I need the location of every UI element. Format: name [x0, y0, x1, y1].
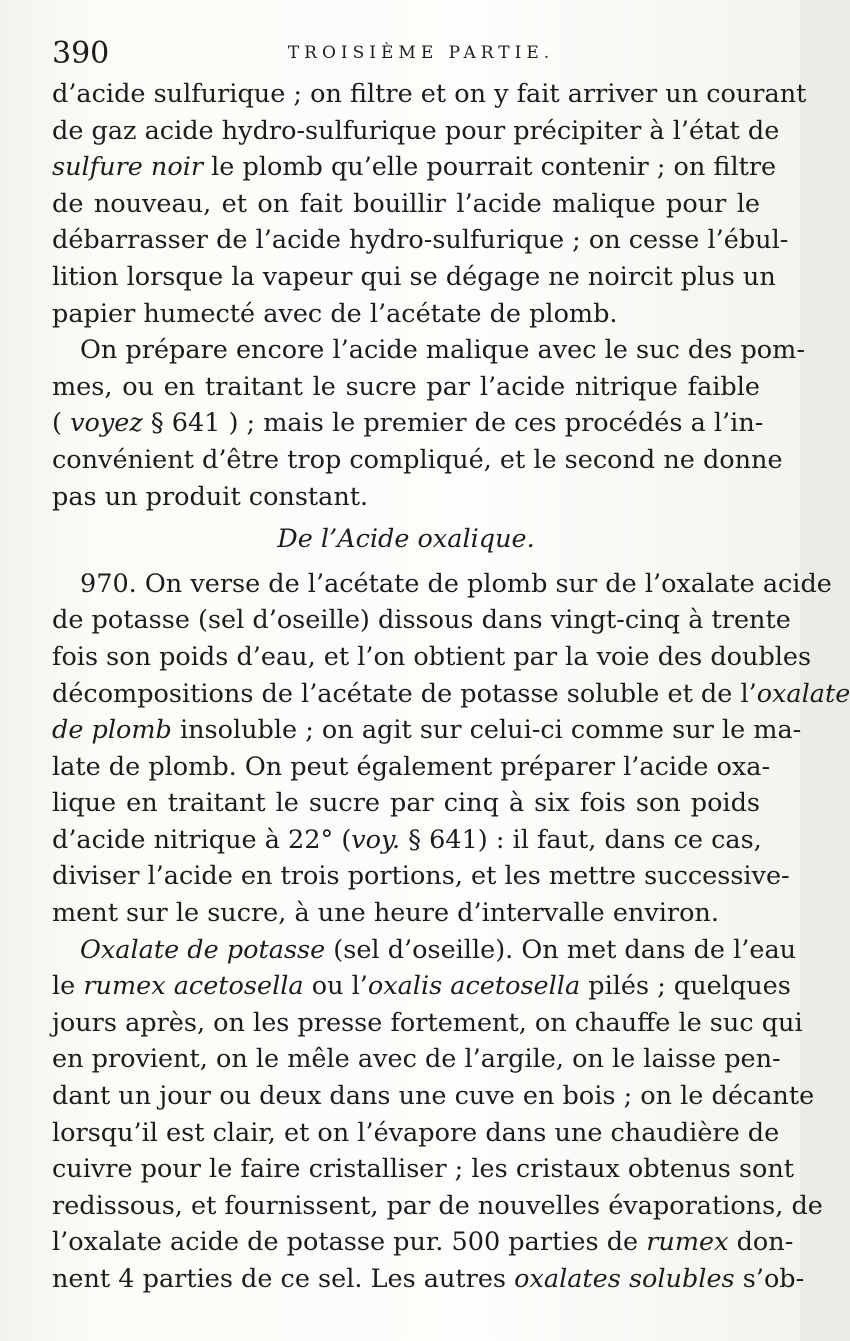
- text-run: 970. On verse de l’acétate de plomb sur de l’oxalate acide: [80, 568, 832, 599]
- text-run: décompositions de l’acétate de potasse soluble et de l’: [52, 678, 757, 709]
- text-line: [52, 1261, 805, 1298]
- text-run: papier humecté avec de l’acétate de plomb.: [52, 298, 618, 329]
- italic-run: oxalate: [756, 678, 850, 709]
- text-run: diviser l’acide en trois portions, et les mettre successive-: [52, 861, 790, 892]
- text-run: dant un jour ou deux dans une cuve en bois ; on le décante: [52, 1081, 815, 1112]
- text-line: [52, 602, 791, 639]
- text-run: de gaz acide hydro-sulfurique pour précipiter à l’état de: [52, 115, 780, 146]
- page-number: 390: [52, 36, 110, 71]
- text-run: redissous, et fournissent, par de nouvelles évaporations, de: [52, 1190, 823, 1221]
- italic-run: voy.: [351, 824, 401, 855]
- text-run: l’oxalate acide de potasse pur. 500 parties de: [52, 1227, 647, 1258]
- text-run: le plomb qu’elle pourrait contenir ; on filtre: [203, 152, 777, 183]
- italic-run: oxalis acetosella: [367, 971, 581, 1002]
- text-line: [52, 1041, 781, 1078]
- text-line: [52, 332, 805, 369]
- running-head: TROISIÈME PARTIE.: [287, 43, 555, 63]
- text-run: de potasse (sel d’oseille) dissous dans vingt-cinq à trente: [52, 605, 791, 636]
- text-run: lique en traitant le sucre par cinq à six fois son poids: [52, 788, 760, 819]
- italic-run: rumex acetosella: [83, 971, 304, 1002]
- text-run: cuivre pour le faire cristalliser ; les cristaux obtenus sont: [52, 1154, 795, 1185]
- text-line: [52, 822, 760, 859]
- text-run: d’acide sulfurique ; on filtre et on y fait arriver un courant: [52, 79, 807, 109]
- text-line: [52, 1151, 795, 1188]
- text-line: [52, 405, 764, 442]
- text-run: On prépare encore l’acide malique avec le suc des pom-: [80, 335, 805, 366]
- text-run: s’ob-: [734, 1264, 805, 1294]
- text-line: [52, 1078, 815, 1115]
- text-line: [52, 1115, 780, 1152]
- text-line: [52, 149, 777, 186]
- text-line: [52, 1188, 823, 1225]
- text-line: [52, 968, 791, 1005]
- text-line: [52, 566, 832, 603]
- italic-run: oxalates solubles: [514, 1264, 735, 1294]
- text-run: nent 4 parties de ce sel. Les autres: [52, 1264, 515, 1294]
- section-heading: [52, 521, 760, 558]
- text-line: [52, 1005, 803, 1042]
- text-run: débarrasser de l’acide hydro-sulfurique ; on cesse l’ébul-: [52, 225, 789, 256]
- text-run: late de plomb. On peut également préparer l’acide oxa-: [52, 751, 771, 782]
- italic-run: rumex: [646, 1227, 729, 1258]
- page-header: [52, 36, 760, 76]
- italic-run: sulfure noir: [52, 152, 204, 183]
- text-line: [52, 1224, 794, 1261]
- text-line: [52, 749, 771, 786]
- text-line: [52, 369, 760, 406]
- text-run: en provient, on le mêle avec de l’argile, on le laisse pen-: [52, 1044, 781, 1075]
- text-line: [52, 676, 850, 713]
- italic-run: de plomb: [52, 715, 172, 746]
- text-run: don-: [728, 1227, 794, 1258]
- text-run: lition lorsque la vapeur qui se dégage ne noircit plus un: [52, 261, 776, 292]
- text-run: § 641) : il faut, dans ce cas,: [400, 824, 762, 855]
- text-line: [52, 895, 760, 932]
- text-run: (sel d’oseille). On met dans de l’eau: [325, 934, 797, 965]
- text-run: (: [52, 408, 71, 439]
- text-line: [52, 186, 760, 223]
- text-run: mes, ou en traitant le sucre par l’acide nitrique faible: [52, 371, 760, 402]
- text-run: fois son poids d’eau, et l’on obtient par la voie des doubles: [52, 641, 812, 672]
- text-line: [52, 259, 776, 296]
- text-run: convénient d’être trop compliqué, et le second ne donne: [52, 444, 783, 475]
- body-text: [52, 76, 850, 1298]
- text-line: [52, 113, 780, 150]
- text-run: lorsqu’il est clair, et on l’évapore dans une chaudière de: [52, 1117, 780, 1148]
- text-run: jours après, on les presse fortement, on chauffe le suc qui: [52, 1007, 803, 1038]
- text-run: § 641 ) ; mais le premier de ces procédés a l’in-: [142, 408, 764, 439]
- text-run: ou l’: [303, 971, 368, 1002]
- text-line: [52, 76, 807, 113]
- text-line: [52, 932, 797, 969]
- text-line: [52, 222, 789, 259]
- text-run: de nouveau, et on fait bouillir l’acide malique pour le: [52, 188, 760, 219]
- text-line: [52, 442, 783, 479]
- text-run: insoluble ; on agit sur celui-ci comme sur le ma-: [171, 715, 802, 746]
- italic-run: voyez: [70, 408, 143, 439]
- text-line: [52, 296, 760, 333]
- text-run: d’acide nitrique à 22° (: [52, 824, 352, 855]
- italic-run: Oxalate de potasse: [80, 934, 326, 965]
- italic-run: De l’Acide oxalique.: [277, 524, 535, 555]
- text-line: [52, 639, 812, 676]
- text-run: pilés ; quelques: [580, 971, 791, 1002]
- text-line: [52, 479, 760, 516]
- text-run: ment sur le sucre, à une heure d’intervalle environ.: [52, 898, 719, 929]
- text-run: le: [52, 971, 84, 1002]
- text-line: [52, 785, 760, 822]
- text-line: [52, 712, 802, 749]
- text-run: pas un produit constant.: [52, 481, 369, 512]
- text-line: [52, 858, 790, 895]
